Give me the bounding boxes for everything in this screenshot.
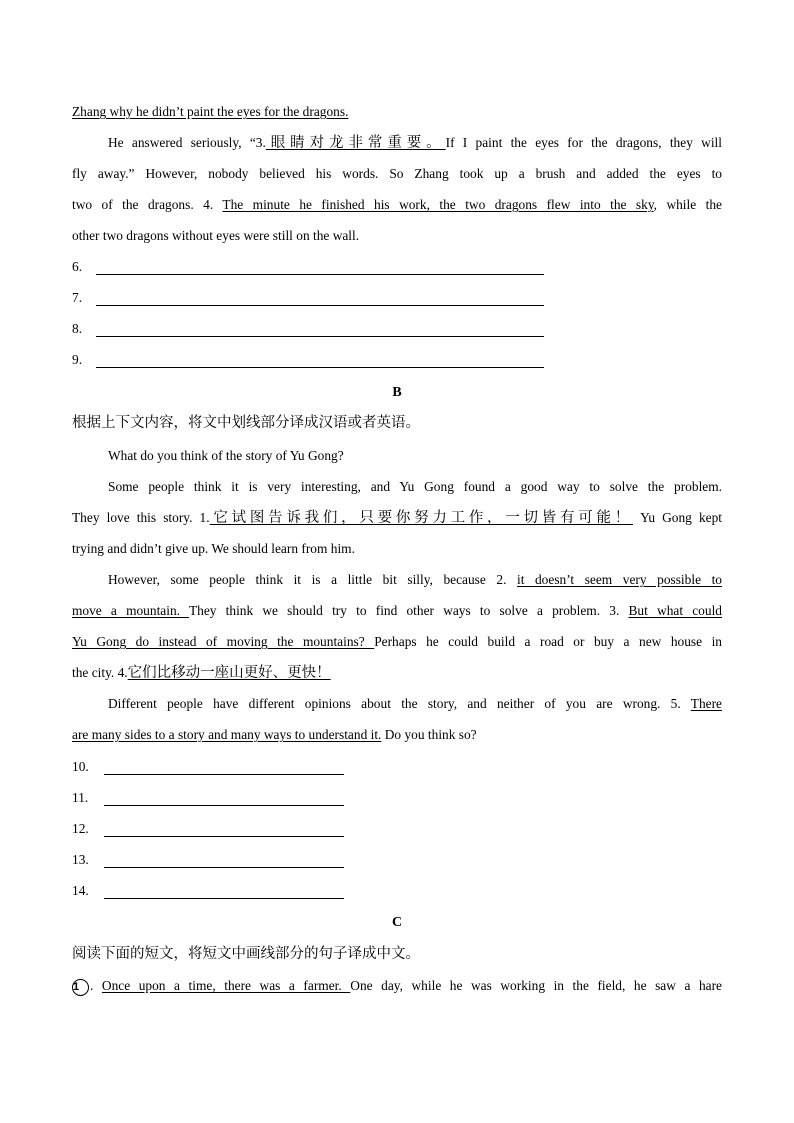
passage-c-line-text — [90, 978, 722, 993]
passage-c-line-1 — [72, 977, 722, 996]
answer-row-13[interactable] — [72, 851, 89, 869]
passage-b-line-6 — [72, 602, 722, 620]
answer-row-9[interactable] — [72, 351, 82, 369]
passage-b-line-3 — [72, 509, 722, 527]
answer-number: 9. — [72, 352, 83, 367]
answer-line[interactable] — [96, 367, 544, 368]
underlined-text: are many sides to a story and many ways to understand it. — [72, 727, 382, 742]
underlined-text: Once upon a time, there was a farmer. — [101, 978, 351, 993]
text-segment: , while the — [653, 197, 722, 212]
passage-a-line-2 — [108, 134, 722, 152]
passage-a-line-3 — [72, 165, 722, 183]
text-segment: Yu Gong kept — [633, 510, 723, 525]
answer-line[interactable] — [104, 898, 344, 899]
answer-line[interactable] — [96, 305, 544, 306]
answer-number: 11. — [72, 790, 89, 805]
passage-a-line-5 — [72, 227, 722, 245]
answer-number: 12. — [72, 821, 89, 836]
circled-number-marker: 1 — [72, 979, 89, 996]
passage-b-line-10 — [72, 726, 722, 744]
text-segment: the city. 4. — [72, 665, 128, 680]
underlined-text: Yu Gong do instead of moving the mountains? — [72, 634, 375, 649]
text-segment: They think we should try to find other ways to solve a problem. 3. — [188, 603, 629, 618]
text-segment: Do you think so? — [381, 727, 477, 742]
text-segment: He answered seriously, “3. — [108, 135, 266, 150]
underlined-text: 眼睛对龙非常重要。 — [265, 135, 446, 151]
passage-b-line-2 — [108, 478, 722, 496]
answer-row-7[interactable] — [72, 289, 82, 307]
underlined-text: 它们比移动一座山更好、更快！ — [127, 665, 331, 681]
answer-line[interactable] — [104, 867, 344, 868]
underlined-text: Zhang why he didn’t paint the eyes for the dragons. — [72, 104, 349, 119]
passage-a-line-1 — [72, 103, 722, 121]
text-segment: One day, while he was working in the field, he saw a hare — [350, 978, 722, 993]
section-b-instruction: 根据上下文内容，将文中划线部分译成汉语或者英语。 — [72, 415, 420, 431]
answer-line[interactable] — [96, 274, 544, 275]
passage-b-line-1 — [108, 447, 722, 465]
answer-number: 8. — [72, 321, 83, 336]
text-segment: other two dragons without eyes were still on the wall. — [72, 228, 360, 243]
answer-line[interactable] — [104, 774, 344, 775]
underlined-text: But what could — [628, 603, 722, 618]
underlined-text: it doesn’t seem very possible to — [516, 572, 722, 587]
answer-row-11[interactable] — [72, 789, 88, 807]
underlined-text: There — [690, 696, 722, 711]
passage-b-line-5 — [108, 571, 722, 589]
passage-b-line-7 — [72, 633, 722, 651]
answer-row-12[interactable] — [72, 820, 89, 838]
underlined-text: move a mountain. — [72, 603, 189, 618]
text-segment: Some people think it is very interesting, and Yu Gong found a good way to solve the problem. — [108, 479, 722, 494]
text-segment: Different people have different opinions about the story, and neither of you are wrong. 5. — [108, 696, 691, 711]
text-segment: fly away.” However, nobody believed his words. So Zhang took up a brush and added the eyes to — [72, 166, 722, 181]
section-c-instruction: 阅读下面的短文，将短文中画线部分的句子译成中文。 — [72, 946, 420, 962]
text-segment: two of the dragons. 4. — [72, 197, 223, 212]
text-segment: trying and didn’t give up. We should learn from him. — [72, 541, 355, 556]
text-segment: . — [90, 978, 102, 993]
section-c-heading: C — [391, 915, 403, 930]
text-segment: They love this story. 1. — [72, 510, 210, 525]
answer-number: 7. — [72, 290, 83, 305]
text-segment: What do you think of the story of Yu Gong? — [108, 448, 344, 463]
section-b-heading: B — [392, 385, 402, 400]
passage-a-line-4 — [72, 196, 722, 214]
text-segment: Perhaps he could build a road or buy a new house in — [374, 634, 722, 649]
passage-b-line-4 — [72, 540, 722, 558]
answer-line[interactable] — [104, 836, 344, 837]
passage-b-line-8 — [72, 664, 722, 682]
answer-row-10[interactable] — [72, 758, 89, 776]
answer-row-14[interactable] — [72, 882, 89, 900]
passage-b-line-9 — [108, 695, 722, 713]
answer-number: 6. — [72, 259, 83, 274]
underlined-text: 它试图告诉我们，只要你努力工作，一切皆有可能！ — [209, 510, 634, 526]
text-segment: If I paint the eyes for the dragons, they will — [445, 135, 722, 150]
answer-number: 13. — [72, 852, 89, 867]
text-segment: However, some people think it is a little bit silly, because 2. — [108, 572, 517, 587]
underlined-text: The minute he finished his work, the two dragons flew into the sky — [222, 197, 654, 212]
answer-number: 14. — [72, 883, 89, 898]
answer-number: 10. — [72, 759, 89, 774]
answer-line[interactable] — [96, 336, 544, 337]
answer-row-8[interactable] — [72, 320, 82, 338]
answer-line[interactable] — [104, 805, 344, 806]
answer-row-6[interactable] — [72, 258, 82, 276]
